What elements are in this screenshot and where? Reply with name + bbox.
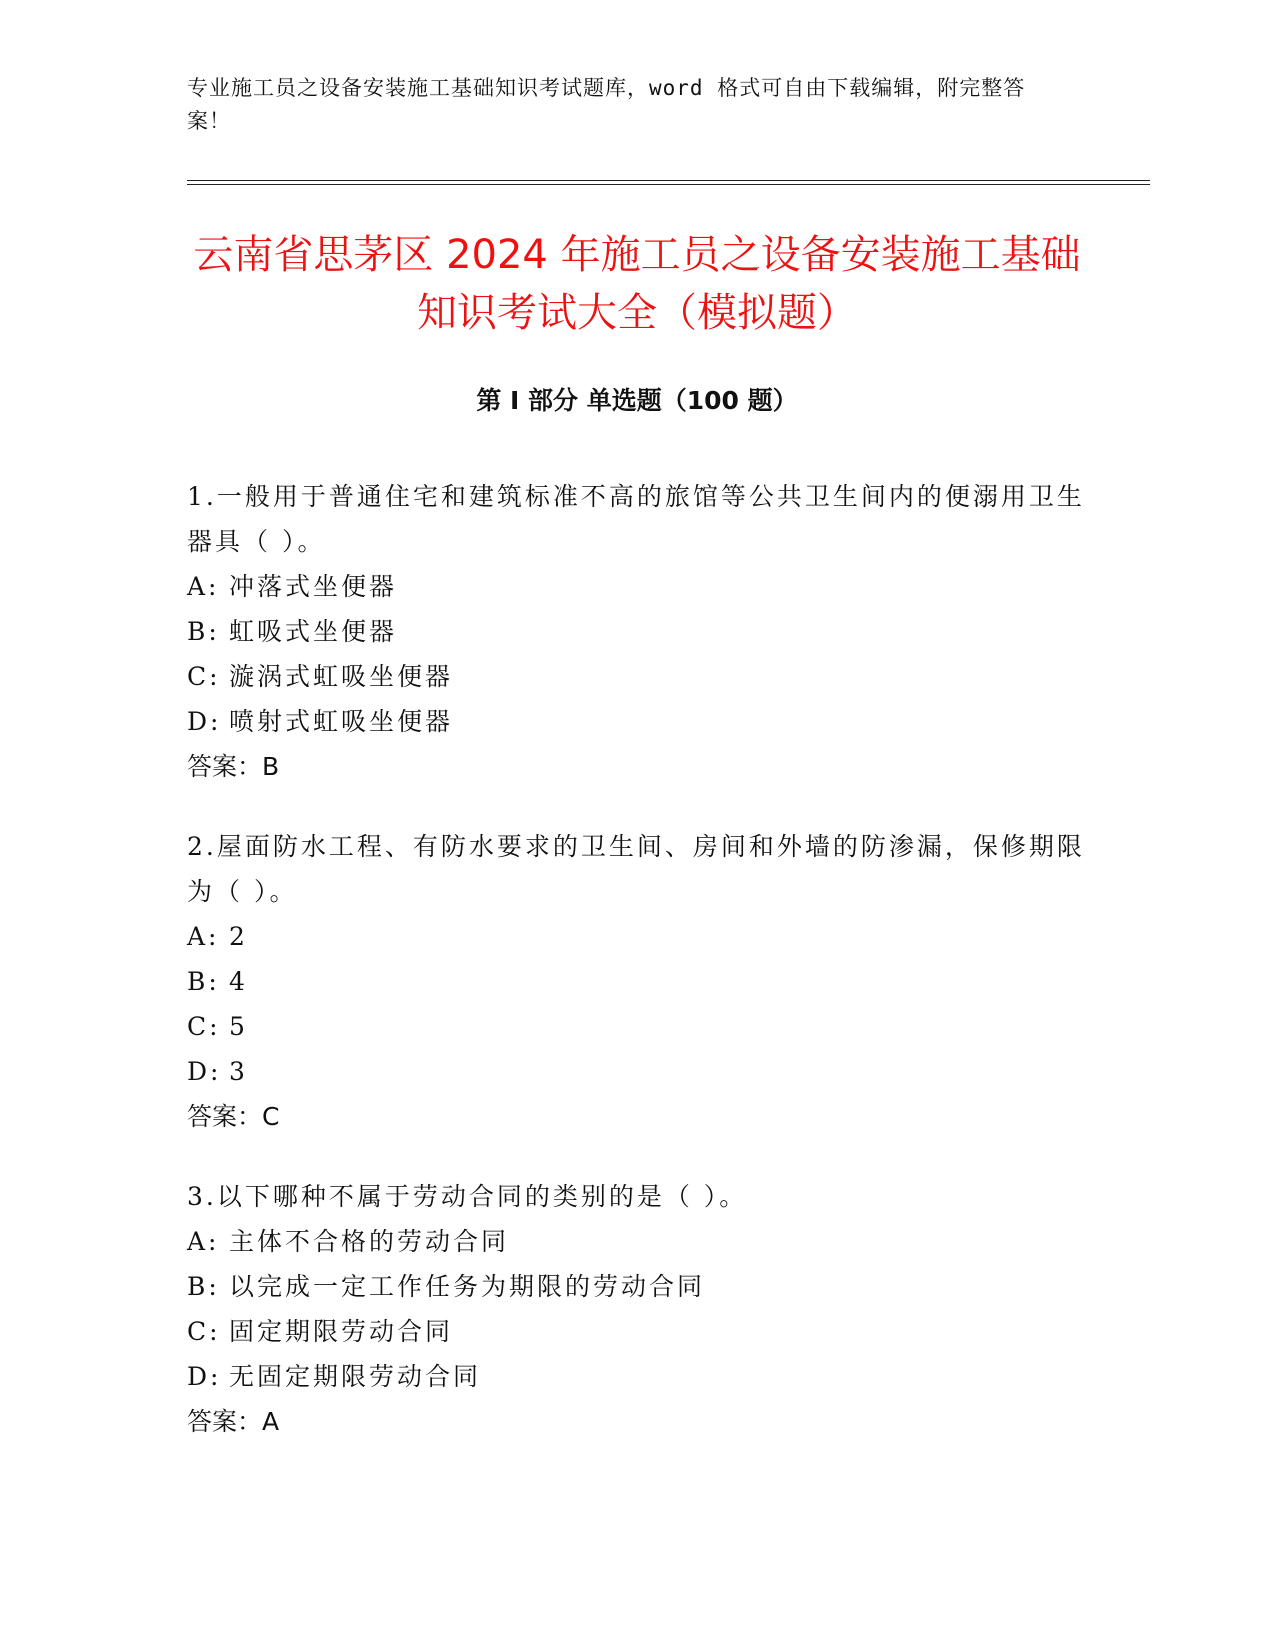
option-letter: B: xyxy=(187,1272,220,1301)
option-letter: C: xyxy=(187,1317,221,1346)
option-b xyxy=(187,609,1087,654)
question-1 xyxy=(187,474,1087,789)
option-text: 冲落式坐便器 xyxy=(229,572,398,601)
question-3 xyxy=(187,1174,1087,1444)
option-d xyxy=(187,699,1087,744)
option-a xyxy=(187,564,1087,609)
option-letter: A: xyxy=(187,572,220,601)
header-note: 专业施工员之设备安装施工基础知识考试题库，word 格式可自由下载编辑，附完整答案！ xyxy=(187,76,1026,133)
option-letter: B: xyxy=(187,967,220,996)
document-title: 云南省思茅区 2024 年施工员之设备安装施工基础知识考试大全（模拟题） xyxy=(193,232,1081,336)
option-letter: C: xyxy=(187,1012,221,1041)
section-title: 第 I 部分 单选题（100 题） xyxy=(476,386,798,415)
option-text: 4 xyxy=(229,967,248,996)
option-text: 虹吸式坐便器 xyxy=(229,617,398,646)
option-text: 无固定期限劳动合同 xyxy=(229,1362,482,1391)
option-text: 漩涡式虹吸坐便器 xyxy=(229,662,454,691)
header-divider-top xyxy=(187,180,1150,181)
option-letter: A: xyxy=(187,922,220,951)
answer: 答案：B xyxy=(187,752,280,781)
option-letter: D: xyxy=(187,1057,222,1086)
option-text: 2 xyxy=(229,922,248,951)
option-letter: C: xyxy=(187,662,221,691)
answer: 答案：C xyxy=(187,1102,280,1131)
option-c xyxy=(187,1309,1087,1354)
option-a xyxy=(187,914,1087,959)
option-letter: A: xyxy=(187,1227,220,1256)
option-text: 喷射式虹吸坐便器 xyxy=(229,707,454,736)
option-a xyxy=(187,1219,1087,1264)
option-letter: D: xyxy=(187,707,222,736)
question-stem: 2.屋面防水工程、有防水要求的卫生间、房间和外墙的防渗漏，保修期限为（ ）。 xyxy=(187,832,1085,906)
option-b xyxy=(187,1264,1087,1309)
option-text: 固定期限劳动合同 xyxy=(229,1317,454,1346)
option-letter: D: xyxy=(187,1362,222,1391)
option-c xyxy=(187,1004,1087,1049)
option-c xyxy=(187,654,1087,699)
option-text: 主体不合格的劳动合同 xyxy=(229,1227,510,1256)
option-letter: B: xyxy=(187,617,220,646)
question-2 xyxy=(187,824,1087,1139)
option-d xyxy=(187,1049,1087,1094)
answer: 答案：A xyxy=(187,1407,280,1436)
question-list xyxy=(187,474,1087,1479)
question-stem: 3.以下哪种不属于劳动合同的类别的是（ ）。 xyxy=(187,1182,748,1211)
option-text: 3 xyxy=(229,1057,248,1086)
header-divider-bottom xyxy=(187,184,1150,185)
option-text: 5 xyxy=(229,1012,248,1041)
option-text: 以完成一定工作任务为期限的劳动合同 xyxy=(229,1272,706,1301)
option-d xyxy=(187,1354,1087,1399)
question-stem: 1.一般用于普通住宅和建筑标准不高的旅馆等公共卫生间内的便溺用卫生器具（ ）。 xyxy=(187,482,1085,556)
option-b xyxy=(187,959,1087,1004)
